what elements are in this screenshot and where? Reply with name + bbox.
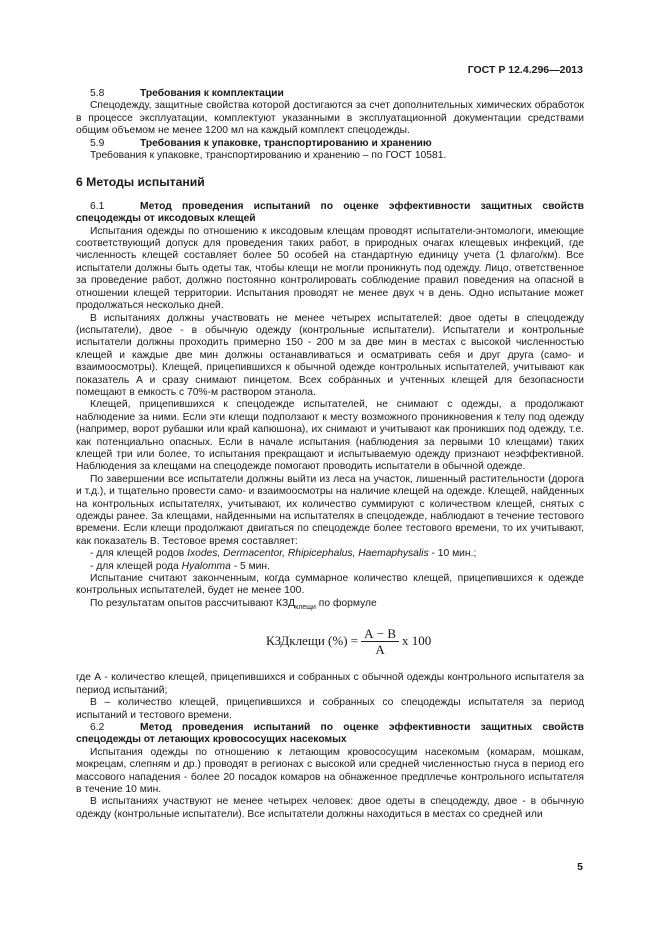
section-5-9-text: Требования к упаковке, транспортированию и хранению – по ГОСТ 10581. <box>90 150 447 162</box>
page-number: 5 <box>577 861 583 873</box>
page-content <box>76 88 584 821</box>
section-number: 6.2 <box>90 721 105 733</box>
kzd-formula <box>76 624 584 658</box>
formula-denominator: А <box>375 641 385 657</box>
section-6-2-heading <box>76 722 584 747</box>
chapter-6-heading: 6 Методы испытаний <box>76 175 205 190</box>
section-5-8-text: Спецодежду, защитные свойства которой достигаются за счет дополнительных химических обработок в процессе эксплуатации, комплектуют указанными в эксплуатационной документации средствами общим объемом не менее 1200 мл на каждый комплект спецодежды. <box>76 100 584 137</box>
paragraph: Испытания одежды по отношению к иксодовым клещам проводят испытатели-энтомологи, имеющие соответствующий допуск для проведения таких работ, в природных очагах клещевых инфекций, где численность клещей составляет более 50 особей на стандартную единицу учета (1 флаго/км). Все испытатели должны быть одеты так, чтобы клещи не могли проникнуть под одежду. Лицо, ответственное за проведение работ, должно постоянно контролировать соблюдение правил поведения на опасной в отношении клещей территории. Испытания проводят не менее двух ч в день. Одно испытание может продолжаться несколько дней. <box>76 225 584 312</box>
paragraph: Испытания одежды по отношению к летающим кровососущим насекомым (комарам, мошкам, мокрецам, слепням и др.) проводят в регионах с высокой или средней численностью гнуса в период его массового нападения - более 20 посадок комаров на обнаженное предплечье контрольного испытателя в течение 10 мин. <box>76 746 584 795</box>
paragraph: Испытание считают законченным, когда суммарное количество клещей, прицепившихся к одежде контрольных испытателей, будет не менее 100. <box>76 573 584 597</box>
section-number: 5.9 <box>90 137 105 149</box>
list-item: - для клещей рода Hyalomma - 5 мин. <box>90 560 270 572</box>
section-6-1-heading <box>76 201 584 226</box>
document-code: ГОСТ Р 12.4.296—2013 <box>467 64 583 76</box>
genus-names: Ixodes, Dermacentor, Rhipicephalus, Haemaphysalis <box>187 548 429 560</box>
paragraph: Клещей, прицепившихся к спецодежде испытателей, не снимают с одежды, а продолжают наблюдение за ними. Если эти клещи подползают к месту возможного проникновения к телу под одежду (например, ворот рубашки или край капюшона), их снимают и учитывают как проникших под одежду, т.е. как потенциально опасных. Если в начале испытания (наблюдения за первыми 10 клещами) таких клещей три или более, то испытания прекращают и испытываемую одежду признают неэффективной. Наблюдения за клещами на спецодежде помогают проводить испытатели в обычной одежде. <box>76 399 584 473</box>
section-number: 6.1 <box>90 200 105 212</box>
list-item: - для клещей родов Ixodes, Dermacentor, Rhipicephalus, Haemaphysalis - 10 мин.; <box>90 548 477 560</box>
formula-rhs: х 100 <box>402 633 432 649</box>
section-number: 5.8 <box>90 88 105 99</box>
formula-where-b: В – количество клещей, прицепившихся и собранных со спецодежды испытателя за период испытаний и тестового времени. <box>76 697 584 721</box>
section-title: Метод проведения испытаний по оценке эффективности защитных свойств спецодежды от иксодовых клещей <box>76 200 584 225</box>
paragraph: По завершении все испытатели должны выйти из леса на участок, лишенный растительности (дорога и т.д.), и тщательно провести само- и взаимоосмотры на наличие клещей на одежде. Клещей, найденных на контрольных испытателях, учитывают, их количество суммируют с количеством клещей, снятых с одежды ранее. За клещами, найденными на испытателях в спецодежде, наблюдают в течение тестового времени. Если клещи продолжают двигаться по спецодежде более тестового времени, то их учитывают, как показатель В. Тестовое время составляет: <box>76 473 584 547</box>
section-title: Требования к комплектации <box>140 88 284 99</box>
section-5-9-heading <box>76 138 584 150</box>
genus-name: Hyalomma <box>181 560 231 572</box>
formula-numerator: А − В <box>361 626 399 642</box>
formula-fraction <box>361 626 399 657</box>
paragraph: В испытаниях участвуют не менее четырех человек: двое одеты в спецодежду, двое - в обычную одежду (контрольные испытатели). Все испытатели должны находиться в местах со средней или <box>76 796 584 820</box>
formula-intro: По результатам опытов рассчитывают $КЗД_{клещи}$ по формуле <box>90 597 377 611</box>
section-title: Метод проведения испытаний по оценке эффективности защитных свойств спецодежды от летающих кровососущих насекомых <box>76 721 584 746</box>
formula-lhs: КЗДклещи (%) = <box>266 633 359 649</box>
section-title: Требования к упаковке, транспортированию и хранению <box>140 137 432 149</box>
formula-where-a: где А - количество клещей, прицепившихся и собранных с обычной одежды контрольного испытателя за период испытаний; <box>76 672 584 696</box>
paragraph: В испытаниях должны участвовать не менее четырех испытателей: двое одеты в спецодежду (испытатели), двое - в обычную одежду (контрольные испытатели). Испытатели и контрольные испытатели должны проходить примерно 150 - 200 м за две мин в местах с высокой численностью клещей и каждые две мин должны останавливаться и осматривать себя и друг друга (само- и взаимоосмотры). Клещей, прицепившихся к обычной одежде контрольных испытателей, учитывают как показатель А и сразу снимают пинцетом. Всех собранных и учтенных клещей для безопасности помещают в емкость с 70%-м раствором этанола. <box>76 312 584 398</box>
section-5-8-heading <box>76 88 584 100</box>
